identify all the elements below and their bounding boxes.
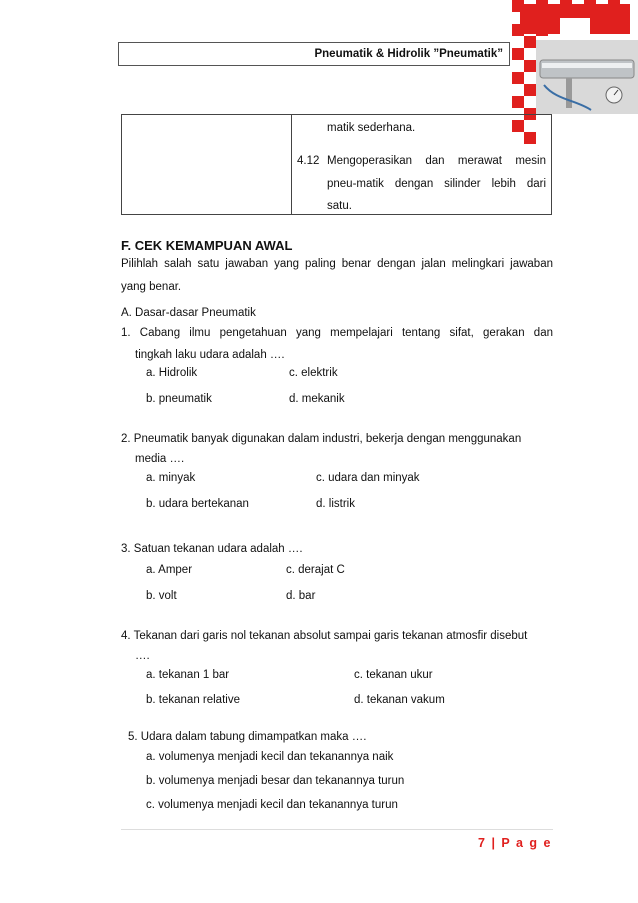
- question-text: 3. Satuan tekanan udara adalah ….: [121, 543, 303, 555]
- instruction-text: yang benar.: [121, 281, 182, 293]
- answer-option[interactable]: c. derajat C: [286, 564, 345, 576]
- answer-option[interactable]: a. Amper: [146, 564, 193, 576]
- question-text: 5. Udara dalam tabung dimampatkan maka ….: [128, 731, 367, 743]
- question-text: 4. Tekanan dari garis nol tekanan absolut sampai garis tekanan atmosfir disebut: [121, 630, 528, 642]
- table-row-line: pneu-matik dengan silinder lebih dari: [327, 178, 546, 190]
- answer-option[interactable]: c. volumenya menjadi kecil dan tekanannya turun: [146, 799, 398, 811]
- checker-square: [524, 84, 536, 96]
- answer-option[interactable]: c. elektrik: [289, 367, 338, 379]
- page-header-title: Pneumatik & Hidrolik ”Pneumatik”: [118, 42, 510, 66]
- page-number: 7 | P a g e: [478, 836, 552, 850]
- question-text: ….: [135, 650, 150, 662]
- table-row-line: [327, 150, 546, 173]
- subsection-heading: A. Dasar-dasar Pneumatik: [121, 307, 256, 319]
- instruction-text: Pilihlah salah satu jawaban yang paling benar dengan jalan melingkari jawaban: [121, 258, 553, 270]
- answer-option[interactable]: d. listrik: [316, 498, 355, 510]
- logo-stem: [560, 18, 590, 38]
- answer-option[interactable]: d. bar: [286, 590, 316, 602]
- checker-square: [512, 48, 524, 60]
- footer-divider: [121, 829, 553, 830]
- table-word: merawat: [457, 155, 502, 167]
- answer-option[interactable]: b. volt: [146, 590, 177, 602]
- table-word: dan: [425, 155, 445, 167]
- answer-option[interactable]: b. tekanan relative: [146, 694, 240, 706]
- answer-option[interactable]: a. tekanan 1 bar: [146, 669, 230, 681]
- answer-option[interactable]: b. volumenya menjadi besar dan tekanannya turun: [146, 775, 405, 787]
- question-text: tingkah laku udara adalah ….: [135, 349, 285, 361]
- answer-option[interactable]: d. mekanik: [289, 393, 345, 405]
- answer-option[interactable]: b. pneumatik: [146, 393, 212, 405]
- table-row-text: matik sederhana.: [327, 122, 416, 134]
- pneumatic-machine-photo: [536, 40, 638, 114]
- answer-option[interactable]: c. udara dan minyak: [316, 472, 420, 484]
- answer-option[interactable]: a. minyak: [146, 472, 196, 484]
- answer-option[interactable]: c. tekanan ukur: [354, 669, 433, 681]
- checker-square: [524, 60, 536, 72]
- checker-square: [512, 96, 524, 108]
- table-row-number: 4.12: [297, 155, 320, 167]
- section-title: F. CEK KEMAMPUAN AWAL: [121, 238, 293, 253]
- table-word: Mengoperasikan: [327, 155, 413, 167]
- question-text: media ….: [135, 453, 185, 465]
- question-text: 2. Pneumatik banyak digunakan dalam industri, bekerja dengan menggunakan: [121, 433, 522, 445]
- table-word: mesin: [515, 155, 546, 167]
- checker-square: [524, 36, 536, 48]
- answer-option[interactable]: a. volumenya menjadi kecil dan tekanannya naik: [146, 751, 394, 763]
- answer-option[interactable]: b. udara bertekanan: [146, 498, 249, 510]
- competency-table: [121, 114, 552, 215]
- answer-option[interactable]: d. tekanan vakum: [354, 694, 445, 706]
- machine-illustration: [536, 40, 638, 114]
- question-text: 1. Cabang ilmu pengetahuan yang mempelajari tentang sifat, gerakan dan: [121, 327, 553, 339]
- answer-option[interactable]: a. Hidrolik: [146, 367, 198, 379]
- table-column-divider: [291, 115, 292, 214]
- table-row-line: satu.: [327, 200, 352, 212]
- checker-square: [512, 72, 524, 84]
